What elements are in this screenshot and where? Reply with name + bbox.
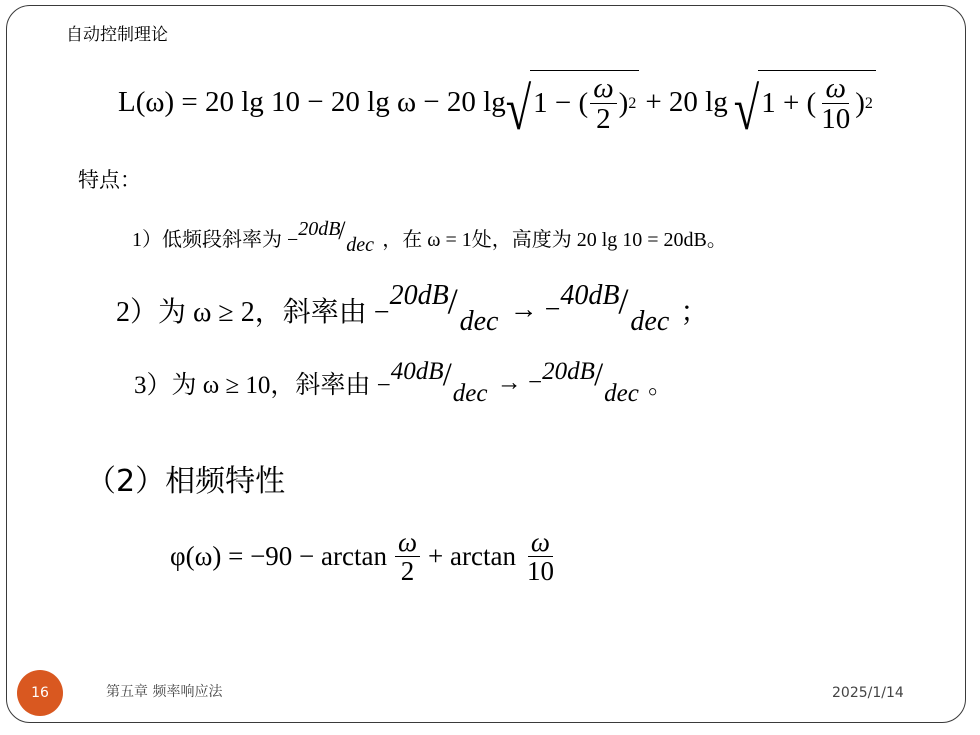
phase-equation [170, 528, 565, 586]
footer-chapter: 第五章 频率响应法 [106, 684, 223, 700]
frac2-num: ω [825, 72, 846, 104]
sqrt-term-1: √ 1 − ( $\frac{\omega}{2}$ ) 2 [506, 70, 640, 135]
feature-item-3 [134, 357, 674, 407]
feature-item-2 [116, 280, 709, 337]
magnitude-equation [118, 70, 876, 144]
item3-prefix: 3）为 ω ≥ 10，斜率由 − [134, 372, 391, 400]
item3-slope-from: 40dB / dec [390, 357, 488, 407]
eq2-fraction-10: $\frac{\omega}{10}$ [526, 527, 554, 587]
slide-header: 自动控制理论 [66, 25, 168, 45]
eq1-lhs: L(ω) = 20 lg 10 − 20 lg ω − 20 lg [118, 85, 506, 118]
footer-date: 2025/1/14 [832, 685, 904, 701]
item2-end: ； [680, 296, 709, 328]
frac-num: ω [593, 72, 614, 104]
item2-prefix: 2）为 ω ≥ 2，斜率由 − [116, 296, 390, 328]
item2-slope-to: 40dB / dec [560, 280, 670, 337]
power-2: 2 [864, 94, 873, 112]
eq2-middle: + arctan [428, 541, 516, 572]
sqrt1-suffix: ) [618, 87, 629, 120]
item1-slope: 20dB / dec [298, 216, 375, 256]
fraction-omega-10 [818, 73, 853, 135]
item3-arrow: → − [496, 369, 543, 397]
eq2-lhs: φ(ω) = −90 − arctan [170, 541, 387, 572]
item2-slope-from: 20dB / dec [389, 280, 499, 337]
item3-slope-to: 20dB / dec [542, 357, 639, 407]
item1-prefix: 1）低频段斜率为 − [132, 228, 299, 251]
sqrt1-prefix: 1 − ( [533, 87, 589, 120]
frac-den: 2 [596, 103, 611, 136]
fraction-omega-2 [590, 73, 616, 135]
frac2-den: 10 [821, 103, 851, 136]
eq1-middle: + 20 lg [645, 85, 728, 118]
power-1: 2 [628, 94, 637, 112]
eq2-fraction-2: $\frac{\omega}{2}$ [395, 528, 420, 586]
item3-end: 。 [648, 372, 674, 400]
page-number-badge: 16 [17, 670, 63, 716]
sqrt2-suffix: ) [855, 87, 865, 120]
feature-item-1 [132, 216, 727, 256]
item1-rest: ，在 ω = 1处，高度为 20 lg 10 = 20dB。 [382, 228, 727, 251]
sqrt2-prefix: 1 + ( [761, 87, 817, 120]
section-title: （2）相频特性 [86, 464, 286, 499]
features-label: 特点： [78, 168, 141, 192]
item2-arrow: → − [509, 293, 561, 325]
sqrt-term-2: √ 1 + ( $\frac{\omega}{10}$ ) 2 [734, 70, 876, 135]
